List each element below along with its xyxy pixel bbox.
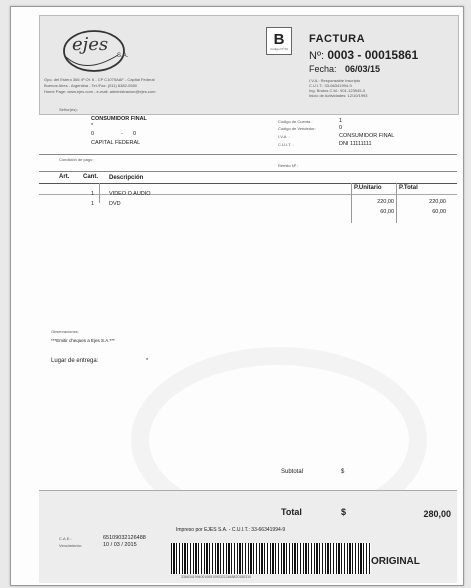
invoice-number-row [309,48,418,62]
invoice-date-row [309,64,380,74]
obs-label: Observaciones: [51,329,79,334]
invoice-date: 06/03/15 [345,64,381,74]
row-unit: 220,00 [377,199,394,205]
invoice-type: FACTURA [309,33,366,45]
divider [39,183,457,184]
invoice-letter-box [266,27,292,55]
original-label: ORIGINAL [371,556,420,567]
invoice-number: 0003 - 00015861 [327,48,419,62]
invoice-iva: I.V.A.: Responsable Inscripto [309,78,361,83]
invoice-number-label: Nº: [309,50,325,62]
client-cuit: DNI 11111111 [339,141,372,147]
company-city-phone: Buenos Aires - Argentina - Tel./Fax: (011) 6382-0550 [44,83,138,88]
company-web: Home Page: www.ejes.com - e-mail: administracion@ejes.com [44,89,156,94]
lugar-label: Lugar de entrega: [51,358,99,364]
col-header-desc: Descripción [109,175,144,181]
row-desc: VIDEO O AUDIO [109,191,151,197]
divider [39,171,457,172]
logo-suffix: S.A. [117,53,129,59]
invoice-inicio: Inicio de Actividades: 12/10/1993 [309,93,368,98]
col-header-total: P.Total [399,185,418,191]
lugar-value: * [146,358,149,364]
divider [39,194,457,195]
invoice-cuit: C.U.I.T.: 33-66341994-9 [309,83,352,88]
col-divider [396,183,397,223]
client-line1-b: - [121,131,123,137]
row-cant: 1 [91,201,95,207]
obs-text: ***Emitir cheques a Ejes S.A.*** [51,338,115,343]
col-header-unit: P.Unitario [354,185,382,191]
cae-value: 65109032126488 [103,535,146,541]
venc-value: 10 / 03 / 2015 [103,542,137,548]
invoice-letter-code: Código Nº 06 [270,47,288,51]
client-line1-c: 0 [133,131,137,137]
col-header-art: Art. [59,174,70,180]
total-value: 280,00 [423,509,451,519]
cod-cuenta-label: Código de Cuenta : [278,119,313,124]
cod-vendedor-label: Código de Vendedor: [278,126,316,131]
client-iva-label: I.V.A. : [278,134,290,139]
col-divider [99,183,100,203]
subtotal-label: Subtotal [281,469,304,475]
venc-label: Vencimiento: [59,543,82,548]
client-line1-a: 0 [91,131,95,137]
divider [39,154,457,155]
company-address: Gpo. del Estero 366 4º Of. 6 - CP C1075AAF - Capital Federal [44,77,155,82]
row-desc: DVD [109,201,121,207]
client-address-marker: * [91,123,94,129]
col-divider [351,183,352,223]
client-section-label: Señor(es): [59,107,78,112]
invoice-letter: B [273,31,285,48]
cod-vendedor: 0 [339,125,343,131]
barcode [171,543,371,574]
invoice-sheet [10,6,464,586]
cod-cuenta: 1 [339,118,343,124]
total-currency: $ [341,507,347,517]
client-name: CONSUMIDOR FINAL [91,116,147,122]
total-label: Total [281,507,302,517]
row-total: 60,00 [432,209,446,215]
invoice-date-label: Fecha: [309,64,337,74]
row-cant: 1 [91,191,95,197]
printer-line: Impreso por EJES S.A. - C.U.I.T.: 33-66341994-9 [176,527,286,533]
client-iva: CONSUMIDOR FINAL [339,133,395,139]
client-city: CAPITAL FEDERAL [91,140,141,146]
barcode-text: 336634199400106510903212648820150310 [181,575,252,579]
row-total: 220,00 [429,199,446,205]
subtotal-currency: $ [341,469,345,475]
remito-label: Remito Nº : [278,163,299,168]
col-header-cant: Cant. [83,174,98,180]
cae-label: C.A.E.: [59,536,72,541]
logo-text: ejes [72,34,109,55]
invoice-ing-brutos: Ing. Brutos C.M.: 901-123945-3 [309,88,366,93]
row-unit: 60,00 [380,209,394,215]
client-cuit-label: C.U.I.T. : [278,142,294,147]
cond-pago-label: Condición de pago : [59,157,95,162]
